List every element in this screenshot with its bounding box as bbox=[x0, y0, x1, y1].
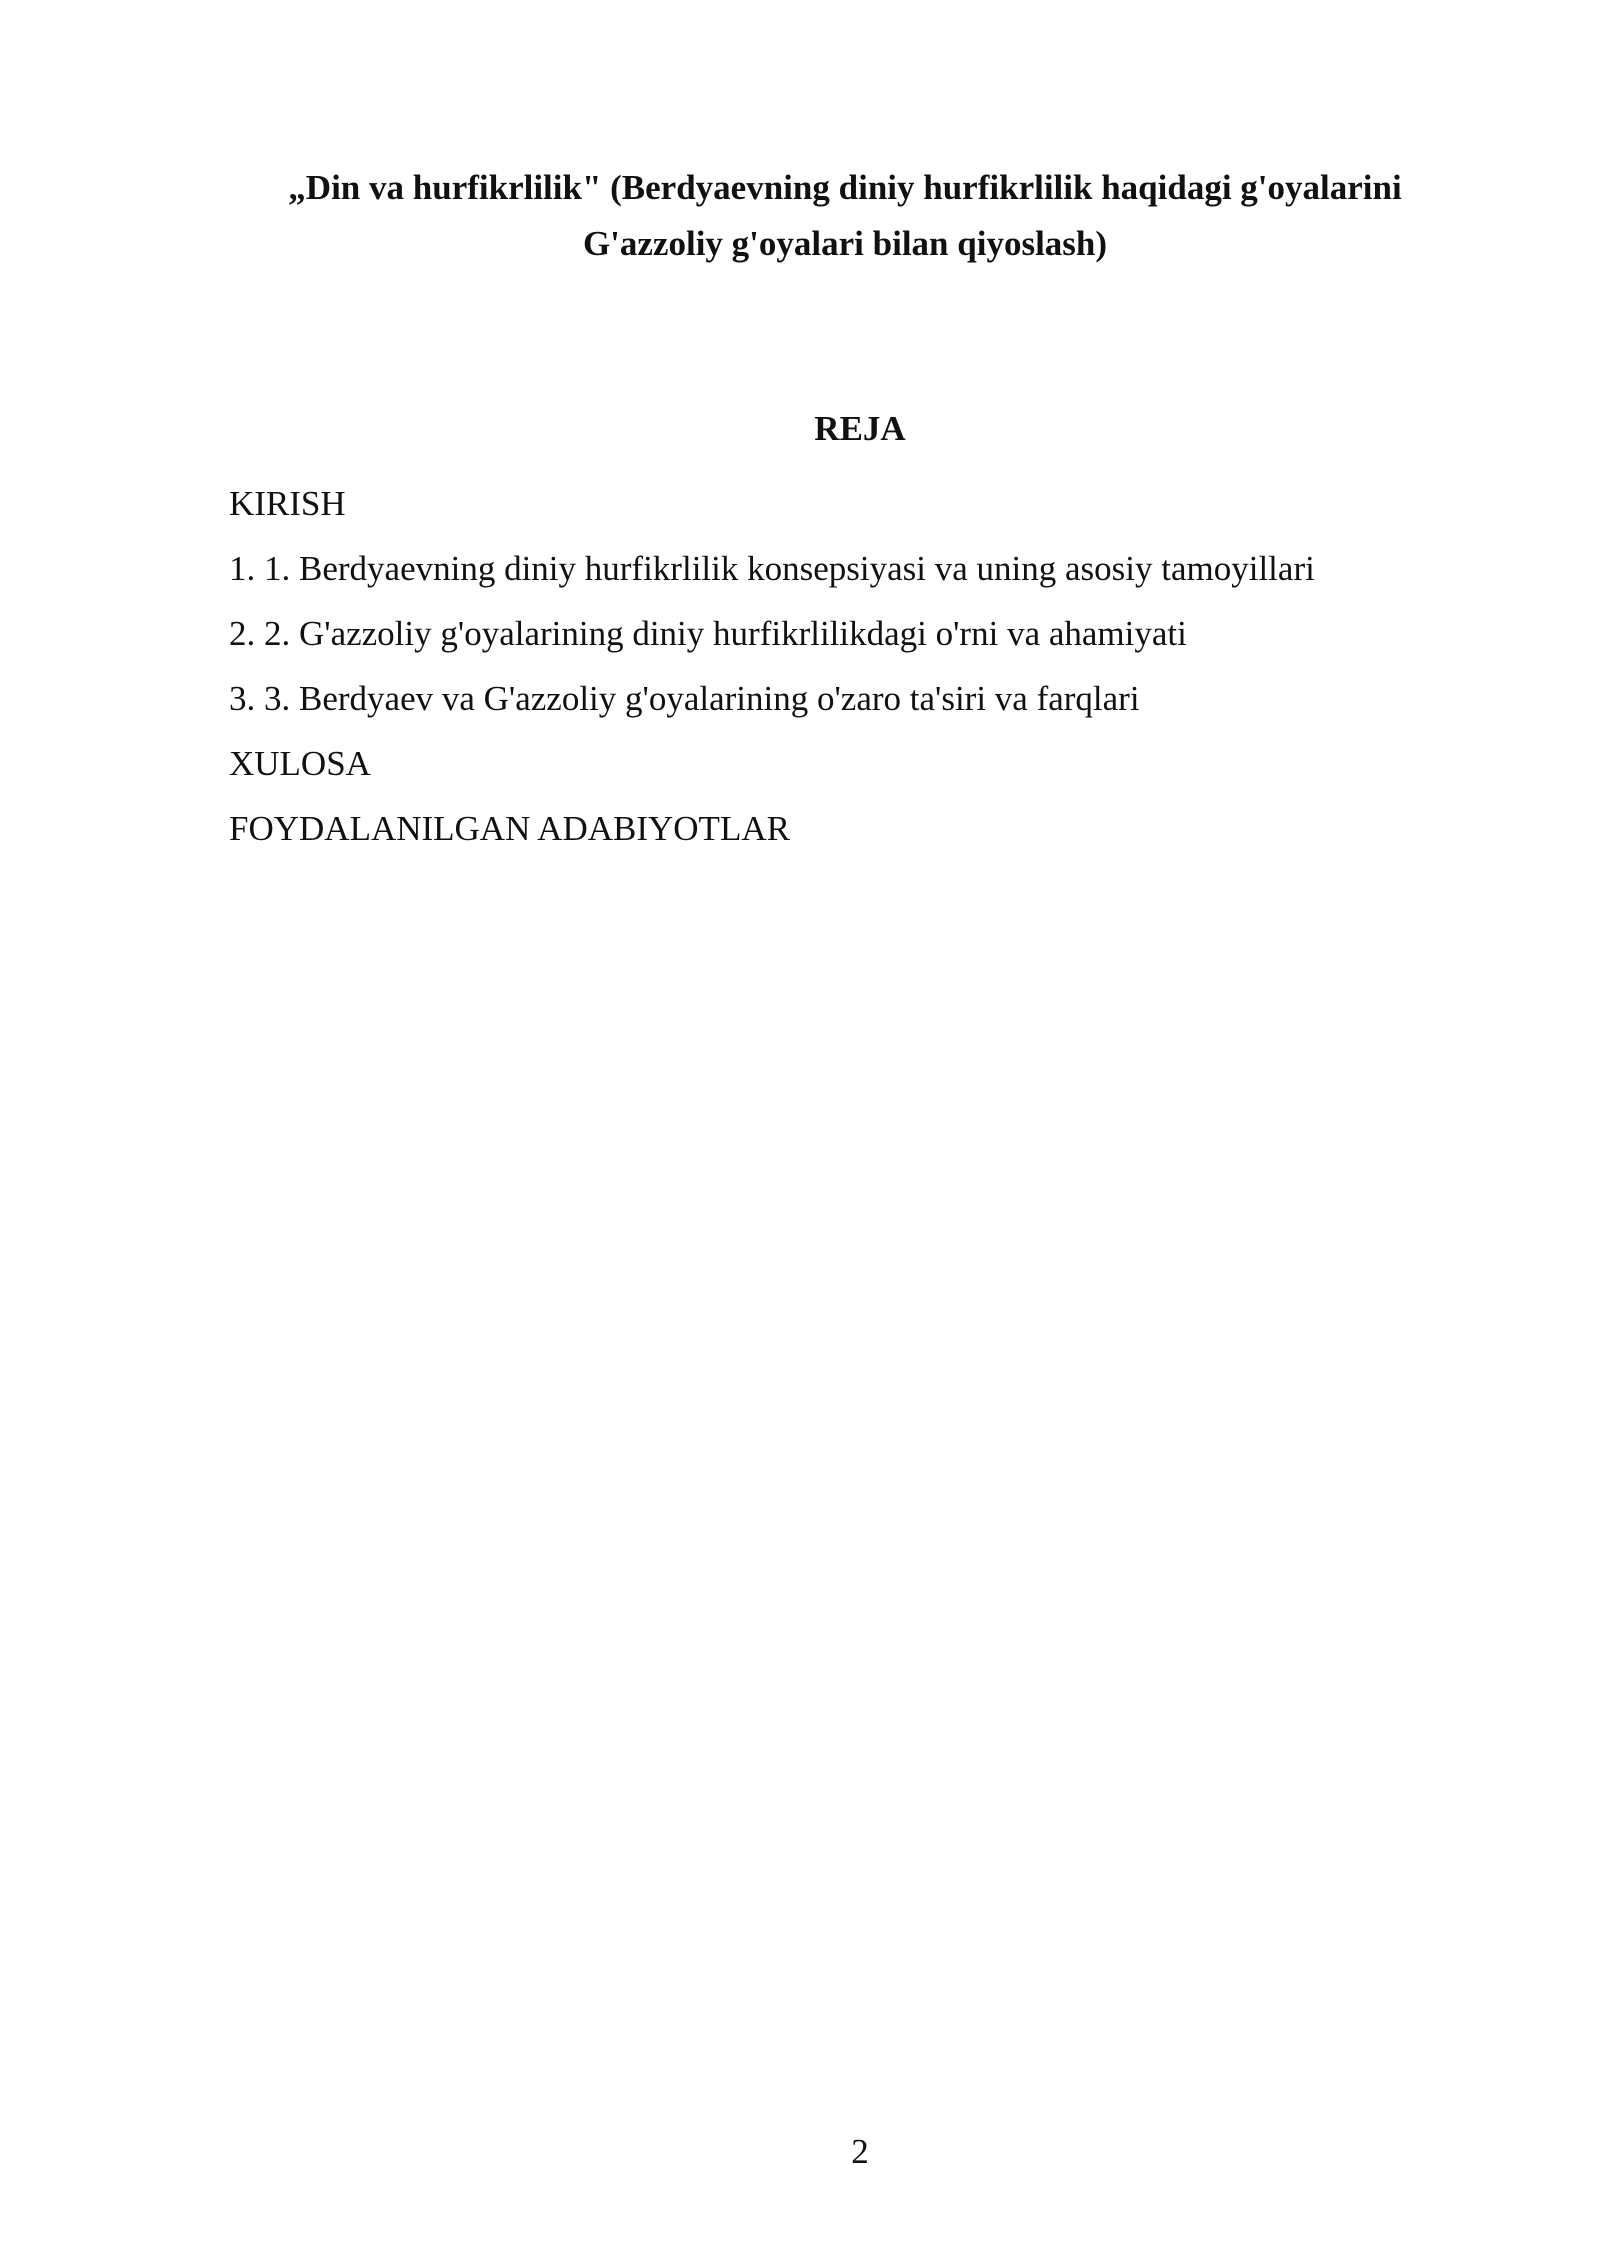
document-title bbox=[230, 160, 1460, 272]
plan-item-conclusion: XULOSA bbox=[229, 744, 371, 783]
plan-item-chapter-3: 3. 3. Berdyaev va G'azzoliy g'oyalarining o'zaro ta'siri va farqlari bbox=[229, 679, 1140, 718]
plan-item-references: FOYDALANILGAN ADABIYOTLAR bbox=[229, 809, 790, 848]
title-line-1: „Din va hurfikrlilik" (Berdyaevning diniy hurfikrlilik haqidagi g'oyalarini bbox=[288, 168, 1402, 207]
plan-item-chapter-1: 1. 1. Berdyaevning diniy hurfikrlilik konsepsiyasi va uning asosiy tamoyillari bbox=[229, 549, 1315, 588]
plan-item-chapter-2: 2. 2. G'azzoliy g'oyalarining diniy hurfikrlilikdagi o'rni va ahamiyati bbox=[229, 614, 1187, 653]
plan-item-introduction: KIRISH bbox=[229, 484, 346, 523]
plan-list bbox=[229, 474, 1315, 864]
plan-heading: REJA bbox=[814, 409, 906, 448]
title-line-2: G'azzoliy g'oyalari bilan qiyoslash) bbox=[582, 224, 1108, 263]
page-number: 2 bbox=[851, 2132, 869, 2171]
